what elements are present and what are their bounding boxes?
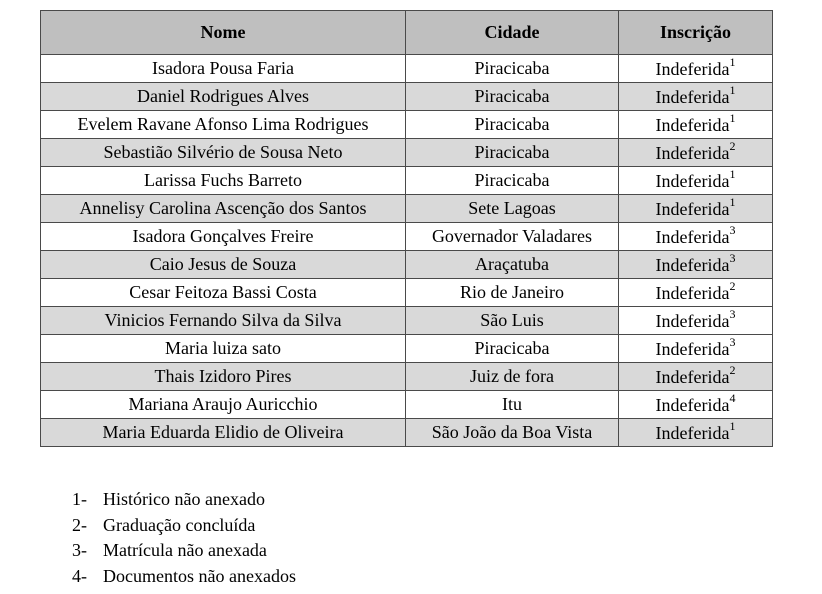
- cell-cidade: São João da Boa Vista: [406, 419, 619, 447]
- cell-nome: Larissa Fuchs Barreto: [41, 167, 406, 195]
- footnote-item: [72, 564, 296, 590]
- footnote-number: 2-: [72, 514, 87, 535]
- status-text: Indeferida: [655, 115, 730, 135]
- status-text: Indeferida: [655, 199, 730, 219]
- table-row: [41, 167, 773, 195]
- table-row: [41, 83, 773, 111]
- cell-cidade: Governador Valadares: [406, 223, 619, 251]
- cell-cidade: Piracicaba: [406, 167, 619, 195]
- footnote-number: 1-: [72, 489, 87, 509]
- table-row: [41, 111, 773, 139]
- footnote-text: Graduação concluída: [103, 514, 256, 535]
- cell-nome: Vinicios Fernando Silva da Silva: [41, 307, 406, 335]
- cell-cidade: Araçatuba: [406, 251, 619, 279]
- status-text: Indeferida: [655, 339, 730, 359]
- cell-inscricao: [619, 335, 773, 363]
- cell-cidade: Juiz de fora: [406, 363, 619, 391]
- table-row: [41, 419, 773, 447]
- footnote-item: [72, 538, 296, 564]
- cell-nome: Mariana Araujo Auricchio: [41, 391, 406, 419]
- footnote-marker: 2: [729, 363, 736, 377]
- footnote-marker: 1: [729, 167, 736, 181]
- table-row: [41, 335, 773, 363]
- cell-nome: Annelisy Carolina Ascenção dos Santos: [41, 195, 406, 223]
- cell-cidade: Piracicaba: [406, 335, 619, 363]
- table-row: [41, 307, 773, 335]
- table-row: [41, 195, 773, 223]
- footnote-text: Matrícula não anexada: [103, 540, 267, 561]
- cell-nome: Daniel Rodrigues Alves: [41, 83, 406, 111]
- cell-nome: Cesar Feitoza Bassi Costa: [41, 279, 406, 307]
- cell-cidade: Itu: [406, 391, 619, 419]
- cell-inscricao: [619, 139, 773, 167]
- status-text: Indeferida: [655, 311, 730, 331]
- cell-cidade: Piracicaba: [406, 111, 619, 139]
- cell-inscricao: [619, 55, 773, 83]
- table-row: [41, 391, 773, 419]
- cell-inscricao: [619, 195, 773, 223]
- footnote-item: [72, 513, 296, 539]
- cell-inscricao: [619, 363, 773, 391]
- results-table: [40, 10, 773, 447]
- cell-nome: Isadora Pousa Faria: [41, 55, 406, 83]
- footnote-marker: 3: [729, 251, 736, 265]
- cell-nome: Isadora Gonçalves Freire: [41, 223, 406, 251]
- footnote-marker: 4: [729, 391, 736, 405]
- table-header-row: [41, 11, 773, 55]
- table-row: [41, 251, 773, 279]
- status-text: Indeferida: [655, 395, 730, 415]
- cell-cidade: Rio de Janeiro: [406, 279, 619, 307]
- cell-cidade: São Luis: [406, 307, 619, 335]
- cell-inscricao: [619, 83, 773, 111]
- cell-cidade: Piracicaba: [406, 55, 619, 83]
- cell-cidade: Piracicaba: [406, 83, 619, 111]
- footnote-marker: 2: [729, 139, 736, 153]
- footnote-marker: 1: [729, 195, 736, 209]
- cell-nome: Maria Eduarda Elidio de Oliveira: [41, 419, 406, 447]
- status-text: Indeferida: [655, 283, 730, 303]
- status-text: Indeferida: [655, 227, 730, 247]
- footnote-text: Histórico não anexado: [103, 489, 265, 509]
- footnote-marker: 1: [729, 111, 736, 125]
- cell-nome: Sebastião Silvério de Sousa Neto: [41, 139, 406, 167]
- cell-inscricao: [619, 419, 773, 447]
- footnote-item: [72, 487, 296, 513]
- footnote-number: 3-: [72, 540, 87, 561]
- footnote-marker: 3: [729, 223, 736, 237]
- cell-nome: Maria luiza sato: [41, 335, 406, 363]
- cell-inscricao: [619, 307, 773, 335]
- footnotes-list: [72, 487, 296, 590]
- footnote-marker: 3: [729, 307, 736, 321]
- footnote-marker: 2: [729, 279, 736, 293]
- cell-cidade: Piracicaba: [406, 139, 619, 167]
- cell-inscricao: [619, 391, 773, 419]
- status-text: Indeferida: [655, 367, 730, 387]
- status-text: Indeferida: [655, 87, 730, 107]
- cell-inscricao: [619, 251, 773, 279]
- footnote-marker: 1: [729, 83, 736, 97]
- column-header-nome: Nome: [41, 11, 406, 55]
- table-row: [41, 139, 773, 167]
- footnote-marker: 1: [729, 55, 736, 69]
- cell-inscricao: [619, 279, 773, 307]
- cell-nome: Evelem Ravane Afonso Lima Rodrigues: [41, 111, 406, 139]
- table-row: [41, 55, 773, 83]
- table-row: [41, 223, 773, 251]
- footnote-marker: 1: [729, 419, 736, 433]
- status-text: Indeferida: [655, 255, 730, 275]
- cell-nome: Caio Jesus de Souza: [41, 251, 406, 279]
- cell-inscricao: [619, 167, 773, 195]
- table-row: [41, 363, 773, 391]
- column-header-cidade: Cidade: [406, 11, 619, 55]
- status-text: Indeferida: [655, 143, 730, 163]
- cell-inscricao: [619, 223, 773, 251]
- table-body: [41, 55, 773, 447]
- cell-nome: Thais Izidoro Pires: [41, 363, 406, 391]
- table-row: [41, 279, 773, 307]
- footnote-number: 4-: [72, 566, 87, 587]
- cell-inscricao: [619, 111, 773, 139]
- column-header-inscricao: Inscrição: [619, 11, 773, 55]
- status-text: Indeferida: [655, 423, 730, 443]
- status-text: Indeferida: [655, 171, 730, 191]
- status-text: Indeferida: [655, 59, 730, 79]
- cell-cidade: Sete Lagoas: [406, 195, 619, 223]
- footnote-text: Documentos não anexados: [103, 566, 296, 587]
- footnote-marker: 3: [729, 335, 736, 349]
